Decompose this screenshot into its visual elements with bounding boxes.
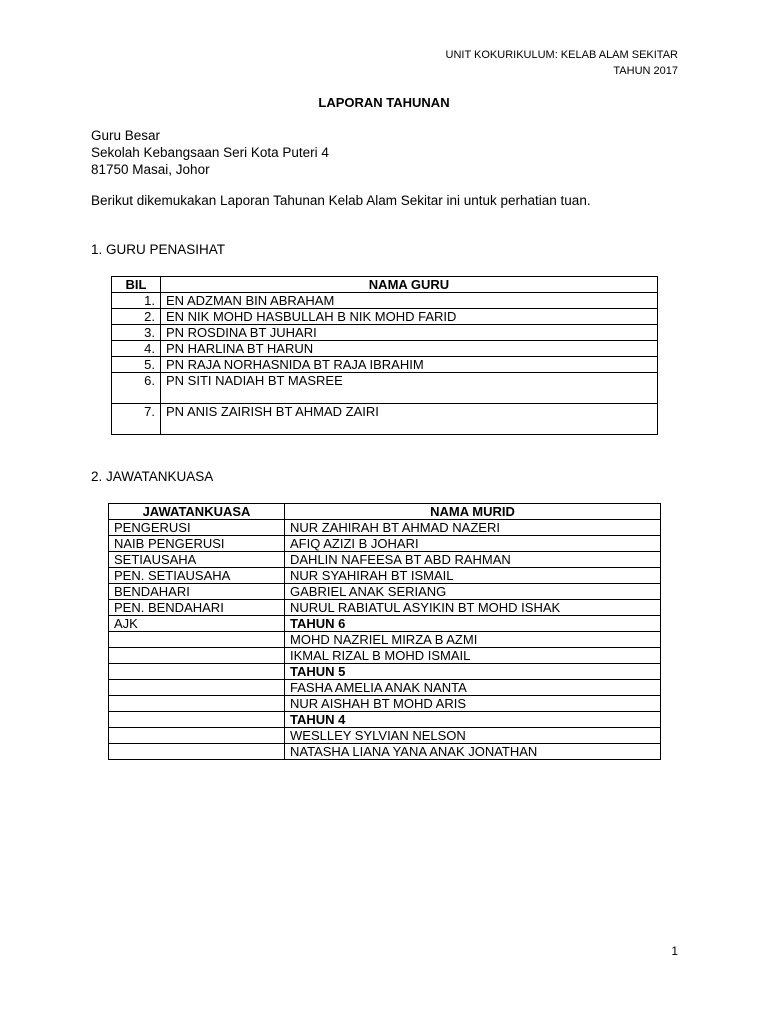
teacher-name: EN ADZMAN BIN ABRAHAM: [161, 293, 658, 309]
teacher-name: EN NIK MOHD HASBULLAH B NIK MOHD FARID: [161, 309, 658, 325]
teacher-name: PN RAJA NORHASNIDA BT RAJA IBRAHIM: [161, 357, 658, 373]
table-row: [109, 584, 661, 600]
committee-role: [109, 696, 285, 712]
address-line: 81750 Masai, Johor: [91, 162, 210, 177]
table-row: [112, 404, 658, 435]
row-number: 4.: [112, 341, 161, 357]
page-title: LAPORAN TAHUNAN: [318, 95, 450, 110]
table-row: [109, 696, 661, 712]
row-number: 7.: [112, 404, 161, 435]
section-heading-advisors: 1. GURU PENASIHAT: [91, 242, 226, 257]
student-name: NUR ZAHIRAH BT AHMAD NAZERI: [285, 520, 661, 536]
table-row: [112, 357, 658, 373]
column-header-jawatankuasa: JAWATANKUASA: [109, 504, 285, 520]
table-row: [109, 520, 661, 536]
committee-role: PEN. SETIAUSAHA: [109, 568, 285, 584]
committee-table: [108, 503, 661, 760]
committee-role: SETIAUSAHA: [109, 552, 285, 568]
table-row: [109, 536, 661, 552]
year-group-label: TAHUN 6: [285, 616, 661, 632]
teacher-name: PN ANIS ZAIRISH BT AHMAD ZAIRI: [161, 404, 658, 435]
address-line: Sekolah Kebangsaan Seri Kota Puteri 4: [91, 145, 329, 160]
year-group-label: TAHUN 5: [285, 664, 661, 680]
student-name: FASHA AMELIA ANAK NANTA: [285, 680, 661, 696]
row-number: 3.: [112, 325, 161, 341]
student-name: AFIQ AZIZI B JOHARI: [285, 536, 661, 552]
header-year: TAHUN 2017: [613, 65, 678, 77]
teacher-name: PN ROSDINA BT JUHARI: [161, 325, 658, 341]
column-header-bil: BIL: [112, 277, 161, 293]
table-row: [109, 680, 661, 696]
column-header-nama-guru: NAMA GURU: [161, 277, 658, 293]
committee-role: [109, 680, 285, 696]
student-name: IKMAL RIZAL B MOHD ISMAIL: [285, 648, 661, 664]
row-number: 2.: [112, 309, 161, 325]
committee-role: [109, 744, 285, 760]
table-row: [112, 325, 658, 341]
row-number: 5.: [112, 357, 161, 373]
table-row: [112, 373, 658, 404]
header-unit: UNIT KOKURIKULUM: KELAB ALAM SEKITAR: [445, 49, 678, 61]
committee-role: BENDAHARI: [109, 584, 285, 600]
table-header-row: [112, 277, 658, 293]
committee-role: NAIB PENGERUSI: [109, 536, 285, 552]
table-row: [109, 552, 661, 568]
table-row: [112, 293, 658, 309]
committee-role: [109, 648, 285, 664]
page-number: 1: [671, 944, 678, 958]
student-name: NUR AISHAH BT MOHD ARIS: [285, 696, 661, 712]
address-block: [91, 127, 329, 178]
address-line: Guru Besar: [91, 128, 161, 143]
column-header-nama-murid: NAMA MURID: [285, 504, 661, 520]
table-row: [109, 568, 661, 584]
table-row: [109, 632, 661, 648]
teacher-name: PN HARLINA BT HARUN: [161, 341, 658, 357]
student-name: GABRIEL ANAK SERIANG: [285, 584, 661, 600]
table-row: [112, 341, 658, 357]
student-name: NURUL RABIATUL ASYIKIN BT MOHD ISHAK: [285, 600, 661, 616]
committee-role: PENGERUSI: [109, 520, 285, 536]
table-row: [109, 712, 661, 728]
committee-role: AJK: [109, 616, 285, 632]
student-name: MOHD NAZRIEL MIRZA B AZMI: [285, 632, 661, 648]
table-row: [109, 616, 661, 632]
table-row: [109, 648, 661, 664]
table-row: [109, 744, 661, 760]
committee-role: [109, 728, 285, 744]
committee-role: [109, 664, 285, 680]
teacher-name: PN SITI NADIAH BT MASREE: [161, 373, 658, 404]
intro-paragraph: Berikut dikemukakan Laporan Tahunan Kelab Alam Sekitar ini untuk perhatian tuan.: [91, 193, 591, 208]
section-heading-committee: 2. JAWATANKUASA: [91, 469, 214, 484]
table-row: [112, 309, 658, 325]
row-number: 6.: [112, 373, 161, 404]
student-name: NUR SYAHIRAH BT ISMAIL: [285, 568, 661, 584]
row-number: 1.: [112, 293, 161, 309]
advisors-table: [111, 276, 658, 435]
table-row: [109, 664, 661, 680]
committee-role: PEN. BENDAHARI: [109, 600, 285, 616]
table-header-row: [109, 504, 661, 520]
table-row: [109, 728, 661, 744]
student-name: WESLLEY SYLVIAN NELSON: [285, 728, 661, 744]
year-group-label: TAHUN 4: [285, 712, 661, 728]
committee-role: [109, 632, 285, 648]
student-name: NATASHA LIANA YANA ANAK JONATHAN: [285, 744, 661, 760]
committee-role: [109, 712, 285, 728]
table-row: [109, 600, 661, 616]
student-name: DAHLIN NAFEESA BT ABD RAHMAN: [285, 552, 661, 568]
